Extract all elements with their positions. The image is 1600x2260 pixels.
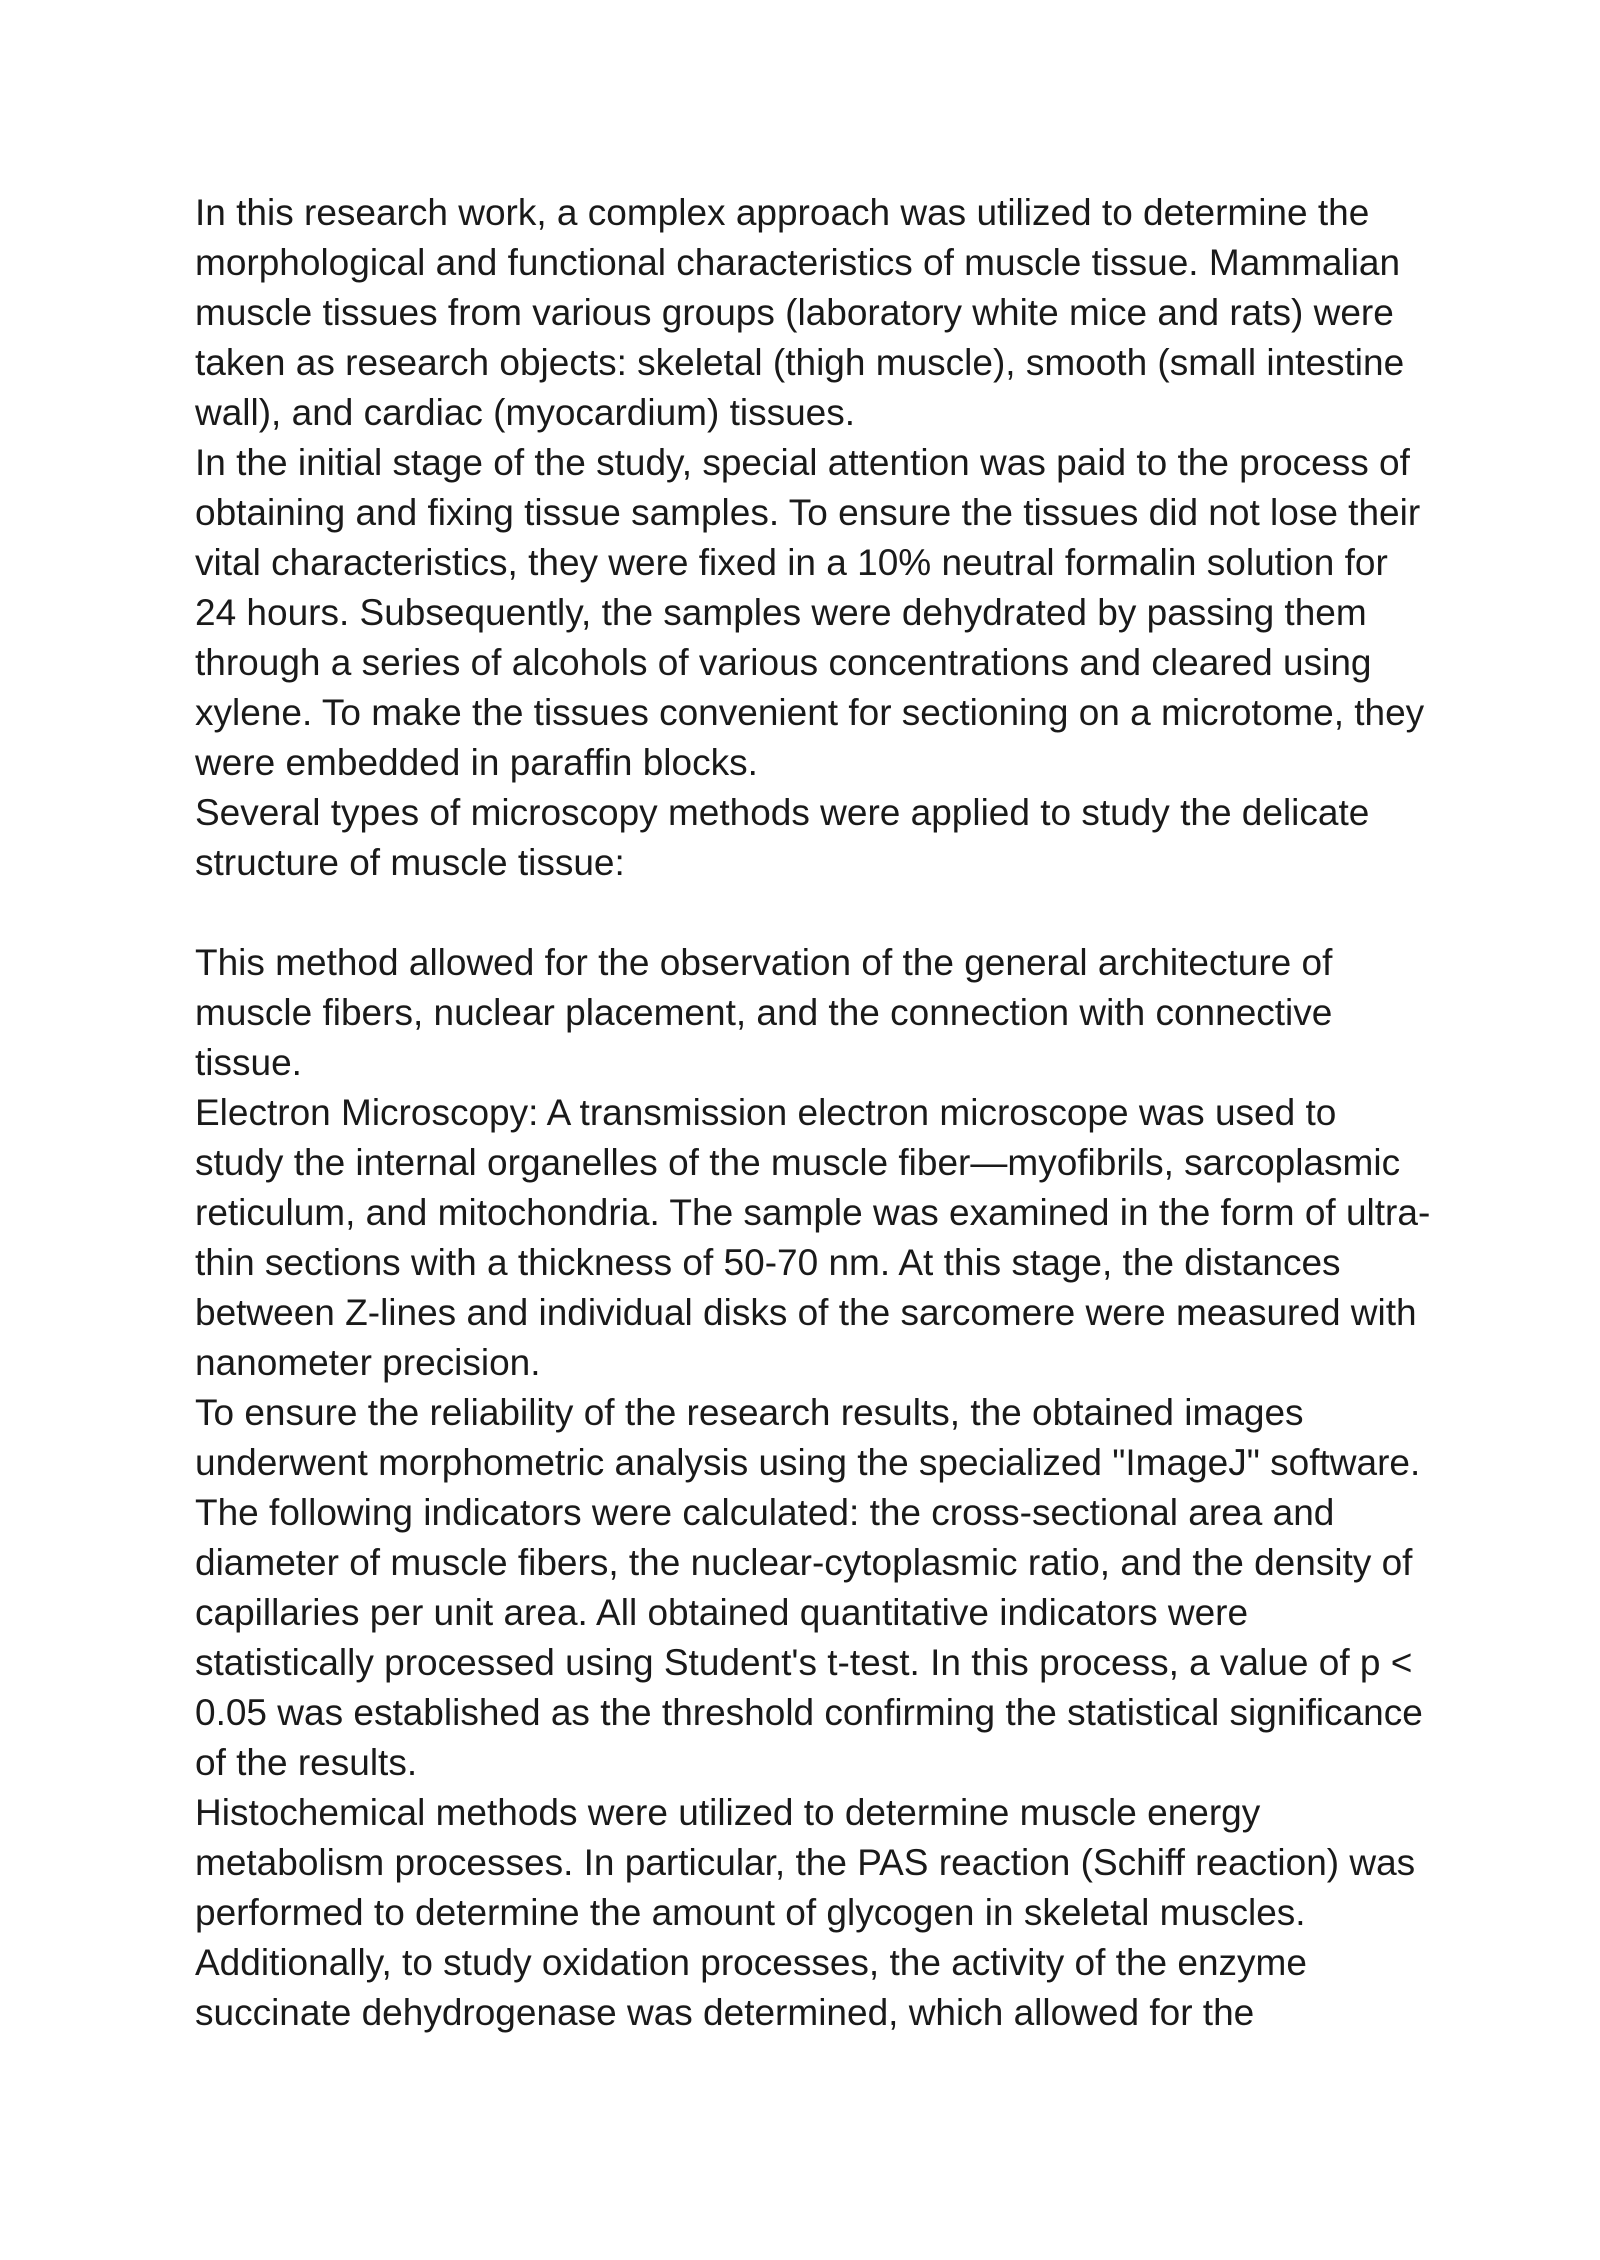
paragraph-light-microscopy-result: This method allowed for the observation of the general architecture of muscle fibers, nuclear placement, and the connection with connective tissue. — [195, 942, 1333, 1083]
paragraph-research-approach: In this research work, a complex approach was utilized to determine the morphological and functional characteristics of muscle tissue. Mammalian muscle tissues from various groups (laboratory white mice and rats) were taken as research objects: skeletal (thigh muscle), smooth (small intestine wall), and cardiac (myocardium) tissues. — [195, 192, 1405, 433]
paragraph-morphometric-analysis: To ensure the reliability of the research results, the obtained images underwent morphometric analysis using the specialized "ImageJ" software. The following indicators were calculated: the cross-sectional area and diameter of muscle fibers, the nuclear-cytoplasmic ratio, and the density of capillaries per unit area. All obtained quantitative indicators were statistically processed using Student's t-test. In this process, a value of p < 0.05 was established as the threshold confirming the statistical significance of the results. — [195, 1392, 1423, 1783]
paragraph-sample-preparation: In the initial stage of the study, special attention was paid to the process of obtaining and fixing tissue samples. To ensure the tissues did not lose their vital characteristics, they were fixed in a 10% neutral formalin solution for 24 hours. Subsequently, the samples were dehydrated by passing them through a series of alcohols of various concentrations and cleared using xylene. To make the tissues convenient for sectioning on a microtome, they were embedded in paraffin blocks. — [195, 442, 1425, 783]
paragraph-histochemical-methods: Histochemical methods were utilized to determine muscle energy metabolism processes. In particular, the PAS reaction (Schiff reaction) was performed to determine the amount of glycogen in skeletal muscles. Additionally, to study oxidation processes, the activity of the enzyme succinate dehydrogenase was determined, which allowed for the — [195, 1792, 1416, 2033]
blank-line — [195, 888, 1435, 938]
paragraph-electron-microscopy: Electron Microscopy: A transmission electron microscope was used to study the internal organelles of the muscle fiber—myofibrils, sarcoplasmic reticulum, and mitochondria. The sample was examined in the form of ultra-thin sections with a thickness of 50-70 nm. At this stage, the distances between Z-lines and individual disks of the sarcomere were measured with nanometer precision. — [195, 1092, 1431, 1383]
document-body — [195, 188, 1435, 2038]
paragraph-microscopy-methods: Several types of microscopy methods were applied to study the delicate structure of muscle tissue: — [195, 792, 1370, 883]
